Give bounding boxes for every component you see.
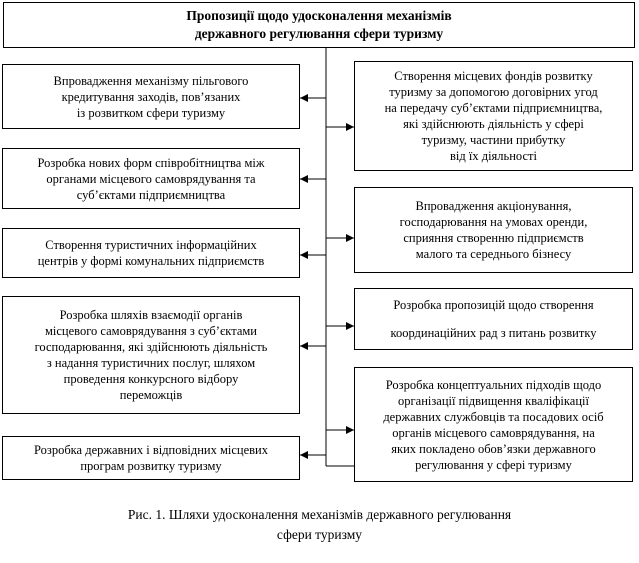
right-box-1 xyxy=(354,61,633,171)
title-line: Пропозиції щодо удосконалення механізмів xyxy=(186,8,452,23)
box-text-line: Створення місцевих фондів розвитку xyxy=(394,69,593,83)
caption-line: Рис. 1. Шляхи удосконалення механізмів державного регулювання xyxy=(127,507,512,522)
box-text-line: господарювання на умовах оренди, xyxy=(399,215,588,229)
box-text-line: з надання туристичних послуг, шляхом xyxy=(46,356,256,370)
right-box-2 xyxy=(354,187,633,273)
box-text-line: державних службовців та посадових осіб xyxy=(383,409,604,424)
left-box-3 xyxy=(2,228,300,278)
box-text-line: Розробка нових форм співробітництва між xyxy=(37,155,265,170)
box-text-line: Розробка концептуальних підходів щодо xyxy=(385,377,602,392)
box-text-line: на передачу суб’єктами підприємництва, xyxy=(384,101,603,115)
figure-caption xyxy=(0,505,639,545)
left-box-2 xyxy=(2,148,300,209)
box-text-line: Розробка державних і відповідних місцевих xyxy=(33,443,268,457)
left-box-4 xyxy=(2,296,300,414)
box-text-line: Впровадження механізму пільгового xyxy=(53,73,249,88)
box-text-line: із розвитком сфери туризму xyxy=(76,105,226,120)
box-text-line: програм розвитку туризму xyxy=(80,459,222,473)
box-text-line: Розробка шляхів взаємодії органів xyxy=(59,308,243,322)
box-text-line: переможців xyxy=(119,388,183,402)
right-box-3 xyxy=(354,288,633,350)
box-text-line: туризму, частини прибутку xyxy=(421,133,566,147)
box-text-line: яких покладено обов’язки державного xyxy=(391,441,596,456)
box-text-line: організації підвищення кваліфікації xyxy=(398,393,589,408)
left-box-5 xyxy=(2,436,300,480)
box-text-line: координаційних рад з питань розвитку xyxy=(390,326,597,340)
box-text-line: суб’єктами підприємництва xyxy=(76,187,226,202)
caption-line: сфери туризму xyxy=(276,527,363,542)
box-text-line: регулювання у сфері туризму xyxy=(415,457,572,472)
box-text-line: Створення туристичних інформаційних xyxy=(45,238,257,252)
box-text-line: які здійснюють діяльність у сфері xyxy=(403,117,584,131)
box-text-line: від їх діяльності xyxy=(450,149,537,163)
box-text-line: органами місцевого самоврядування та xyxy=(46,171,256,186)
box-text-line: Впровадження акціонування, xyxy=(415,199,572,213)
title-line: державного регулювання сфери туризму xyxy=(194,26,444,41)
box-text-line: місцевого самоврядування з суб’єктами xyxy=(45,324,257,338)
box-text-line: органів місцевого самоврядування, на xyxy=(392,425,595,440)
left-box-1 xyxy=(2,64,300,129)
box-text-line: туризму за допомогою договірних угод xyxy=(389,85,598,99)
right-box-4 xyxy=(354,367,633,482)
box-text-line: сприяння створенню підприємств xyxy=(403,231,584,245)
box-text-line: центрів у формі комунальних підприємств xyxy=(37,254,265,268)
box-text-line: кредитування заходів, пов’язаних xyxy=(61,89,241,104)
box-text-line: проведення конкурсного відбору xyxy=(63,372,239,386)
box-text-line: Розробка пропозицій щодо створення xyxy=(393,298,594,312)
box-text-line: малого та середнього бізнесу xyxy=(415,247,572,261)
box-text-line: господарювання, які здійснюють діяльність xyxy=(34,340,268,354)
diagram-title-box xyxy=(3,2,635,48)
